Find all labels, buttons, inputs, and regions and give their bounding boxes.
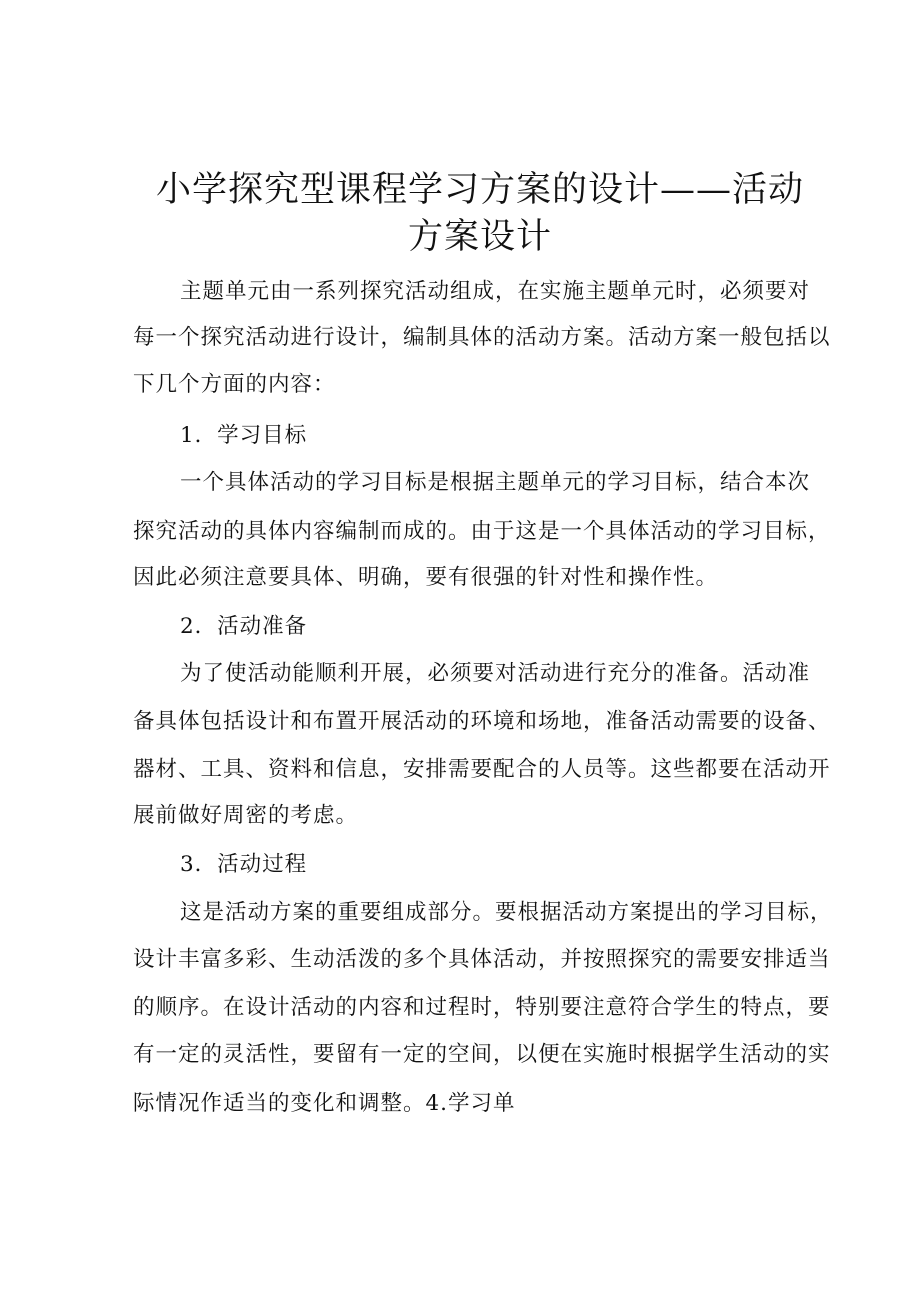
intro-line-1: 主题单元由一系列探究活动组成，在实施主题单元时，必须要对	[180, 279, 811, 304]
section-3-line-3: 的顺序。在设计活动的内容和过程时，特别要注意符合学生的特点，要	[133, 995, 831, 1020]
section-1-line-2: 探究活动的具体内容编制而成的。由于这是一个具体活动的学习目标，	[133, 519, 831, 544]
document-title-line-2: 方案设计	[407, 217, 552, 257]
section-1-line-3: 因此必须注意要具体、明确，要有很强的针对性和操作性。	[133, 565, 719, 590]
section-3-heading: 3．活动过程	[180, 852, 308, 877]
section-3-line-2: 设计丰富多彩、生动活泼的多个具体活动，并按照探究的需要安排适当	[133, 947, 831, 972]
section-2-line-3: 器材、工具、资料和信息，安排需要配合的人员等。这些都要在活动开	[133, 757, 831, 782]
section-1-heading: 1．学习目标	[180, 423, 308, 448]
section-3-line-1: 这是活动方案的重要组成部分。要根据活动方案提出的学习目标，	[180, 900, 833, 925]
intro-line-2: 每一个探究活动进行设计，编制具体的活动方案。活动方案一般包括以	[133, 325, 831, 350]
section-2-line-2: 备具体包括设计和布置开展活动的环境和场地，准备活动需要的设备、	[133, 709, 831, 734]
section-2-line-1: 为了使活动能顺利开展，必须要对活动进行充分的准备。活动准	[180, 661, 811, 686]
section-2-line-4: 展前做好周密的考虑。	[133, 803, 359, 828]
intro-line-3: 下几个方面的内容：	[133, 372, 336, 397]
section-3-line-4: 有一定的灵活性，要留有一定的空间，以便在实施时根据学生活动的实	[133, 1042, 831, 1067]
section-2-heading: 2．活动准备	[180, 614, 308, 639]
section-1-line-1: 一个具体活动的学习目标是根据主题单元的学习目标，结合本次	[180, 470, 811, 495]
section-3-line-5: 际情况作适当的变化和调整。4.学习单	[133, 1091, 516, 1116]
document-title-line-1: 小学探究型课程学习方案的设计——活动	[155, 170, 804, 210]
